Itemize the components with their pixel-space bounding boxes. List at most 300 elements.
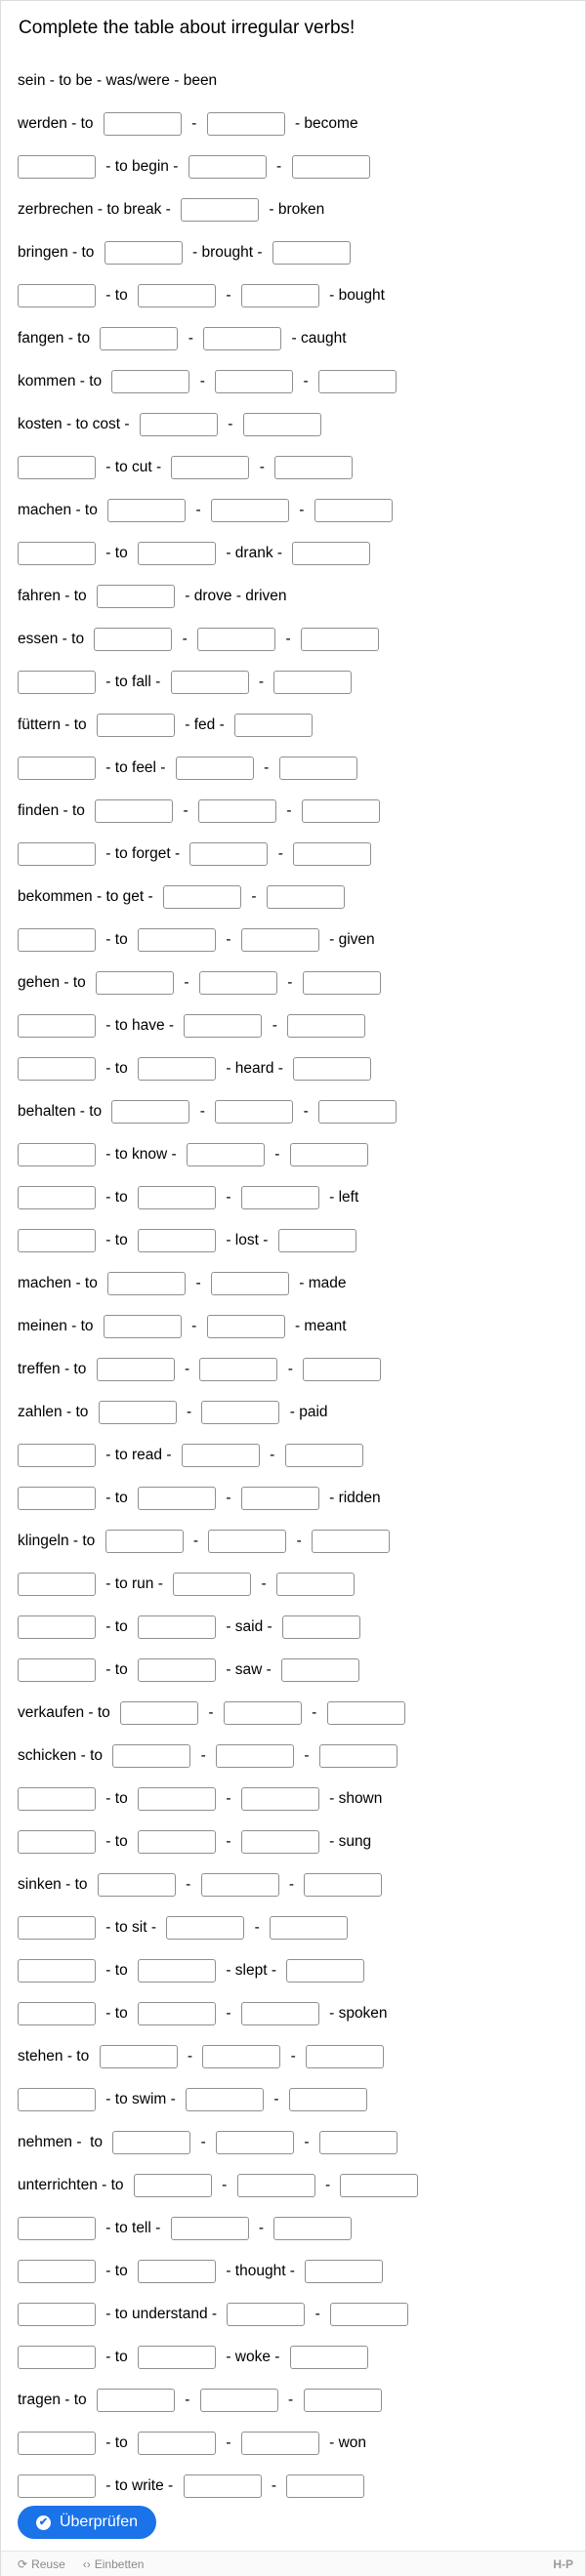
verb-row <box>18 489 574 532</box>
verb-row <box>18 1649 574 1692</box>
answer-blank-2[interactable] <box>171 671 249 694</box>
answer-blank-1[interactable] <box>112 2131 190 2154</box>
answer-blank-3[interactable] <box>314 499 393 522</box>
answer-blank-1[interactable] <box>105 241 183 265</box>
answer-blank-1[interactable] <box>18 1229 96 1252</box>
answer-blank-2[interactable] <box>272 241 351 265</box>
answer-blank-1[interactable] <box>94 628 172 651</box>
verb-text: - to sit - <box>102 1919 161 1936</box>
answer-blank-1[interactable] <box>95 799 173 823</box>
answer-blank-3[interactable] <box>290 1143 368 1166</box>
answer-blank-1[interactable] <box>18 2303 96 2326</box>
verb-text: unterrichten - to <box>18 2177 128 2193</box>
verb-text: - <box>255 459 270 475</box>
verb-text: - left <box>324 1189 359 1206</box>
answer-blank-1[interactable] <box>18 542 96 565</box>
check-circle-icon: ✔ <box>36 2515 51 2530</box>
answer-blank-2[interactable] <box>138 284 216 307</box>
answer-blank-1[interactable] <box>18 2432 96 2455</box>
verb-text: bringen - to <box>18 244 99 261</box>
verb-text: - bought <box>324 287 385 304</box>
answer-blank-3[interactable] <box>273 671 352 694</box>
answer-blank-3[interactable] <box>241 928 319 952</box>
verb-text: - broken <box>265 201 325 218</box>
verb-text: fahren - to <box>18 588 91 604</box>
verb-row <box>18 1563 574 1606</box>
verb-row <box>18 1133 574 1176</box>
answer-blank-3[interactable] <box>282 1615 360 1639</box>
verb-text: - to <box>102 545 133 561</box>
answer-blank-2[interactable] <box>201 1401 279 1424</box>
verb-text: - to <box>102 1962 133 1979</box>
verb-text: - <box>184 330 198 347</box>
answer-blank-2[interactable] <box>138 1615 216 1639</box>
verb-text: - made <box>294 1275 347 1291</box>
answer-blank-3[interactable] <box>279 756 357 780</box>
answer-blank-1[interactable] <box>18 842 96 866</box>
answer-blank-2[interactable] <box>182 1444 260 1467</box>
answer-blank-3[interactable] <box>301 628 379 651</box>
answer-blank-2[interactable] <box>189 842 268 866</box>
verb-text: - to <box>102 287 133 304</box>
answer-blank-3[interactable] <box>304 2389 382 2412</box>
answer-blank-2[interactable] <box>138 1959 216 1983</box>
verb-text: - <box>268 1017 282 1034</box>
answer-blank-1[interactable] <box>18 1014 96 1038</box>
answer-blank-3[interactable] <box>241 1186 319 1209</box>
verb-row <box>18 1606 574 1649</box>
verb-text: - to <box>102 931 133 948</box>
answer-blank-2[interactable] <box>138 1186 216 1209</box>
verb-text: - <box>259 759 273 776</box>
verb-row <box>18 2250 574 2293</box>
verb-row <box>18 747 574 790</box>
verb-row <box>18 532 574 575</box>
answer-blank-1[interactable] <box>18 1830 96 1854</box>
verb-text: - to <box>102 2263 133 2279</box>
answer-blank-3[interactable] <box>312 1530 390 1553</box>
verb-text: - to <box>102 1189 133 1206</box>
answer-blank-3[interactable] <box>327 1701 405 1725</box>
answer-blank-1[interactable] <box>134 2174 212 2197</box>
answer-blank-2[interactable] <box>216 1744 294 1768</box>
answer-blank-3[interactable] <box>319 1744 398 1768</box>
answer-blank-3[interactable] <box>303 971 381 995</box>
answer-blank-2[interactable] <box>171 2217 249 2240</box>
answer-blank-2[interactable] <box>138 2346 216 2369</box>
answer-blank-3[interactable] <box>281 1658 359 1682</box>
answer-blank-1[interactable] <box>97 714 175 737</box>
answer-blank-2[interactable] <box>138 1487 216 1510</box>
answer-blank-1[interactable] <box>97 585 175 608</box>
answer-blank-1[interactable] <box>18 1143 96 1166</box>
verb-row <box>18 231 574 274</box>
verb-text: füttern - to <box>18 716 91 733</box>
verb-text: klingeln - to <box>18 1533 100 1549</box>
answer-blank-2[interactable] <box>207 1315 285 1338</box>
answer-blank-1[interactable] <box>100 2045 178 2068</box>
answer-blank-2[interactable] <box>201 1873 279 1897</box>
answer-blank-1[interactable] <box>18 155 96 179</box>
answer-blank-3[interactable] <box>241 1787 319 1811</box>
verb-table <box>18 60 574 2508</box>
answer-blank-1[interactable] <box>18 2260 96 2283</box>
verb-text: schicken - to <box>18 1747 107 1764</box>
verb-text: - <box>294 502 309 518</box>
verb-text: - to read - <box>102 1447 176 1463</box>
verb-text: - drove - driven <box>180 588 287 604</box>
answer-blank-2[interactable] <box>166 1916 244 1940</box>
answer-blank-3[interactable] <box>241 2002 319 2025</box>
verb-text: - <box>250 1919 265 1936</box>
answer-blank-3[interactable] <box>292 542 370 565</box>
verb-text: - <box>188 1533 203 1549</box>
answer-blank-1[interactable] <box>18 1057 96 1081</box>
verb-text: - slept - <box>222 1962 281 1979</box>
verb-text: - <box>300 1747 314 1764</box>
answer-blank-1[interactable] <box>181 198 259 222</box>
reuse-label: Reuse <box>31 2557 65 2571</box>
verb-text: - to forget - <box>102 845 185 862</box>
answer-blank-3[interactable] <box>285 1444 363 1467</box>
answer-blank-2[interactable] <box>138 2260 216 2283</box>
verb-row <box>18 1262 574 1305</box>
answer-blank-1[interactable] <box>18 928 96 952</box>
verb-text: treffen - to <box>18 1361 91 1377</box>
answer-blank-3[interactable] <box>278 1229 356 1252</box>
answer-blank-3[interactable] <box>241 1487 319 1510</box>
answer-blank-1[interactable] <box>97 2389 175 2412</box>
verb-text: - <box>182 1404 196 1420</box>
answer-blank-1[interactable] <box>18 2217 96 2240</box>
verb-row <box>18 1391 574 1434</box>
verb-row <box>18 1520 574 1563</box>
answer-blank-1[interactable] <box>18 1959 96 1983</box>
answer-blank-3[interactable] <box>276 1573 355 1596</box>
answer-blank-1[interactable] <box>99 1401 177 1424</box>
verb-row <box>18 2465 574 2508</box>
verb-row <box>18 1949 574 1992</box>
answer-blank-2[interactable] <box>138 928 216 952</box>
verb-text: - <box>282 974 297 991</box>
answer-blank-2[interactable] <box>138 542 216 565</box>
verb-row <box>18 1004 574 1047</box>
answer-blank-3[interactable] <box>318 1100 397 1124</box>
verb-text: - <box>191 1275 205 1291</box>
verb-row <box>18 833 574 876</box>
answer-blank-1[interactable] <box>163 885 241 909</box>
verb-row <box>18 961 574 1004</box>
answer-blank-2[interactable] <box>176 756 254 780</box>
verb-row <box>18 2078 574 2121</box>
verb-text: - <box>307 1704 321 1721</box>
verb-text: - shown <box>324 1790 383 1807</box>
answer-blank-3[interactable] <box>241 1830 319 1854</box>
answer-blank-1[interactable] <box>18 1787 96 1811</box>
answer-blank-3[interactable] <box>286 2474 364 2498</box>
answer-blank-1[interactable] <box>96 971 174 995</box>
verb-text: - drank - <box>222 545 287 561</box>
answer-blank-3[interactable] <box>304 1873 382 1897</box>
verb-text: verkaufen - to <box>18 1704 115 1721</box>
answer-blank-3[interactable] <box>290 2346 368 2369</box>
answer-blank-3[interactable] <box>241 2432 319 2455</box>
answer-blank-2[interactable] <box>138 2432 216 2455</box>
answer-blank-2[interactable] <box>184 2474 262 2498</box>
verb-row <box>18 446 574 489</box>
embed-label: Einbetten <box>94 2557 145 2571</box>
answer-blank-2[interactable] <box>199 1358 277 1381</box>
answer-blank-2[interactable] <box>216 2131 294 2154</box>
answer-blank-1[interactable] <box>107 1272 186 1295</box>
verb-text: - <box>222 2434 235 2451</box>
verb-row <box>18 317 574 360</box>
verb-row <box>18 2422 574 2465</box>
answer-blank-1[interactable] <box>104 1315 182 1338</box>
h5p-logo: H-P <box>553 2557 573 2571</box>
answer-blank-2[interactable] <box>184 1014 262 1038</box>
verb-text: - to <box>102 1060 133 1077</box>
answer-blank-1[interactable] <box>104 112 182 136</box>
answer-blank-3[interactable] <box>286 1959 364 1983</box>
answer-blank-1[interactable] <box>18 2002 96 2025</box>
verb-text: kommen - to <box>18 373 106 389</box>
verb-row <box>18 1863 574 1906</box>
verb-text: essen - to <box>18 631 89 647</box>
answer-blank-1[interactable] <box>112 1744 190 1768</box>
verb-text: - to <box>102 1490 133 1506</box>
answer-blank-3[interactable] <box>292 155 370 179</box>
verb-text: zerbrechen - to break - <box>18 201 176 218</box>
answer-blank-2[interactable] <box>138 1830 216 1854</box>
refresh-icon: ⟳ <box>18 2557 28 2571</box>
verb-row <box>18 919 574 961</box>
verb-text: - to have - <box>102 1017 179 1034</box>
verb-text: - to <box>102 1790 133 1807</box>
answer-blank-2[interactable] <box>227 2303 305 2326</box>
answer-blank-2[interactable] <box>173 1573 251 1596</box>
answer-blank-2[interactable] <box>199 971 277 995</box>
verb-text: stehen - to <box>18 2048 94 2065</box>
verb-text: - <box>180 2392 194 2408</box>
answer-blank-2[interactable] <box>211 1272 289 1295</box>
reuse-link[interactable] <box>18 2557 65 2571</box>
answer-blank-1[interactable] <box>18 756 96 780</box>
answer-blank-1[interactable] <box>120 1701 198 1725</box>
answer-blank-1[interactable] <box>18 284 96 307</box>
verb-row <box>18 1434 574 1477</box>
exercise-title: Complete the table about irregular verbs! <box>19 18 356 38</box>
verb-text: - heard - <box>222 1060 288 1077</box>
verb-text: - <box>222 1189 235 1206</box>
verb-row <box>18 1477 574 1520</box>
verb-text: - <box>180 1361 194 1377</box>
answer-blank-1[interactable] <box>105 1530 184 1553</box>
verb-text: - to tell - <box>102 2220 165 2236</box>
answer-blank-3[interactable] <box>319 2131 398 2154</box>
answer-blank-3[interactable] <box>289 2088 367 2111</box>
answer-blank-1[interactable] <box>111 370 189 393</box>
verb-text: - <box>272 158 286 175</box>
answer-blank-2[interactable] <box>138 1787 216 1811</box>
check-button[interactable] <box>18 2506 156 2539</box>
verb-row <box>18 876 574 919</box>
verb-row <box>18 1047 574 1090</box>
verb-text: - <box>222 287 235 304</box>
verb-text: - <box>267 2477 281 2494</box>
verb-text: - to feel - <box>102 759 170 776</box>
answer-blank-2[interactable] <box>187 1143 265 1166</box>
answer-blank-1[interactable] <box>18 456 96 479</box>
answer-blank-2[interactable] <box>197 628 275 651</box>
answer-blank-2[interactable] <box>200 2389 278 2412</box>
verb-row <box>18 1992 574 2035</box>
answer-blank-2[interactable] <box>211 499 289 522</box>
answer-blank-3[interactable] <box>306 2045 384 2068</box>
verb-text: - brought - <box>188 244 267 261</box>
answer-blank-3[interactable] <box>287 1014 365 1038</box>
answer-blank-2[interactable] <box>138 2002 216 2025</box>
answer-blank-1[interactable] <box>140 413 218 436</box>
answer-blank-2[interactable] <box>186 2088 264 2111</box>
verb-text: - to write - <box>102 2477 178 2494</box>
verb-text: - <box>178 631 192 647</box>
verb-text: - <box>222 931 235 948</box>
verb-text: - sung <box>324 1833 372 1850</box>
verb-row <box>18 704 574 747</box>
verb-text: - <box>265 1447 279 1463</box>
verb-text: - woke - <box>222 2349 284 2365</box>
answer-blank-1[interactable] <box>18 1444 96 1467</box>
verb-text: - <box>181 1876 195 1893</box>
verb-text: machen - to <box>18 1275 103 1291</box>
answer-blank-3[interactable] <box>293 842 371 866</box>
answer-blank-2[interactable] <box>203 327 281 350</box>
verb-text: - <box>270 1146 284 1163</box>
answer-blank-2[interactable] <box>171 456 249 479</box>
answer-blank-3[interactable] <box>293 1057 371 1081</box>
answer-blank-1[interactable] <box>18 1186 96 1209</box>
answer-blank-2[interactable] <box>237 2174 315 2197</box>
verb-row <box>18 274 574 317</box>
verb-row <box>18 790 574 833</box>
answer-blank-2[interactable] <box>202 2045 280 2068</box>
answer-blank-3[interactable] <box>330 2303 408 2326</box>
verb-text: gehen - to <box>18 974 91 991</box>
verb-row <box>18 2121 574 2164</box>
verb-text: - to swim - <box>102 2091 181 2107</box>
answer-blank-2[interactable] <box>267 885 345 909</box>
verb-text: - <box>191 502 205 518</box>
verb-row <box>18 1778 574 1820</box>
answer-blank-1[interactable] <box>97 1358 175 1381</box>
verb-row <box>18 60 574 102</box>
verb-text: - to <box>102 2349 133 2365</box>
verb-text: zahlen - to <box>18 1404 93 1420</box>
answer-blank-3[interactable] <box>340 2174 418 2197</box>
verb-text: - won <box>324 2434 367 2451</box>
answer-blank-2[interactable] <box>207 112 285 136</box>
verb-text: - saw - <box>222 1661 276 1678</box>
verb-row <box>18 1348 574 1391</box>
verb-text: - <box>223 416 237 432</box>
answer-blank-1[interactable] <box>98 1873 176 1897</box>
verb-text: meinen - to <box>18 1318 98 1334</box>
verb-row <box>18 1692 574 1735</box>
answer-blank-1[interactable] <box>18 2088 96 2111</box>
answer-blank-1[interactable] <box>18 2474 96 2498</box>
answer-blank-3[interactable] <box>305 2260 383 2283</box>
verb-row <box>18 1735 574 1778</box>
verb-text: - <box>299 1103 314 1120</box>
verb-row <box>18 661 574 704</box>
verb-text: - to <box>102 1661 133 1678</box>
answer-blank-2[interactable] <box>138 1658 216 1682</box>
answer-blank-1[interactable] <box>18 1658 96 1682</box>
answer-blank-1[interactable] <box>18 1573 96 1596</box>
answer-blank-3[interactable] <box>274 456 353 479</box>
answer-blank-3[interactable] <box>241 284 319 307</box>
verb-row <box>18 2207 574 2250</box>
answer-blank-1[interactable] <box>107 499 186 522</box>
answer-blank-3[interactable] <box>302 799 380 823</box>
answer-blank-1[interactable] <box>18 671 96 694</box>
verb-text: - <box>222 2005 235 2022</box>
verb-text: - <box>273 845 288 862</box>
verb-text: - to know - <box>102 1146 181 1163</box>
verb-text: fangen - to <box>18 330 95 347</box>
answer-blank-3[interactable] <box>318 370 397 393</box>
verb-text: finden - to <box>18 802 90 819</box>
verb-text: - to cut - <box>102 459 166 475</box>
answer-blank-3[interactable] <box>303 1358 381 1381</box>
verb-text: machen - to <box>18 502 103 518</box>
verb-text: - <box>257 1575 271 1592</box>
answer-blank-2[interactable] <box>224 1701 302 1725</box>
answer-blank-1[interactable] <box>111 1100 189 1124</box>
answer-blank-1[interactable] <box>18 1615 96 1639</box>
answer-blank-1[interactable] <box>18 2346 96 2369</box>
answer-blank-2[interactable] <box>198 799 276 823</box>
answer-blank-2[interactable] <box>188 155 267 179</box>
verb-row <box>18 145 574 188</box>
verb-row <box>18 2379 574 2422</box>
verb-text: - to fall - <box>102 674 165 690</box>
answer-blank-1[interactable] <box>100 327 178 350</box>
verb-row <box>18 575 574 618</box>
verb-text: - to <box>102 2434 133 2451</box>
verb-text: - said - <box>222 1618 276 1635</box>
answer-blank-2[interactable] <box>208 1530 286 1553</box>
footer-bar <box>1 2551 585 2576</box>
answer-blank-2[interactable] <box>215 370 293 393</box>
answer-blank-2[interactable] <box>234 714 313 737</box>
answer-blank-2[interactable] <box>138 1229 216 1252</box>
verb-text: - thought - <box>222 2263 300 2279</box>
verb-row <box>18 188 574 231</box>
answer-blank-2[interactable] <box>243 413 321 436</box>
verb-text: - to understand - <box>102 2306 222 2322</box>
answer-blank-3[interactable] <box>273 2217 352 2240</box>
verb-text: - <box>222 1490 235 1506</box>
answer-blank-2[interactable] <box>215 1100 293 1124</box>
embed-link[interactable] <box>83 2557 145 2571</box>
answer-blank-1[interactable] <box>18 1916 96 1940</box>
answer-blank-3[interactable] <box>270 1916 348 1940</box>
verb-text: - <box>196 1747 211 1764</box>
answer-blank-1[interactable] <box>18 1487 96 1510</box>
answer-blank-2[interactable] <box>138 1057 216 1081</box>
